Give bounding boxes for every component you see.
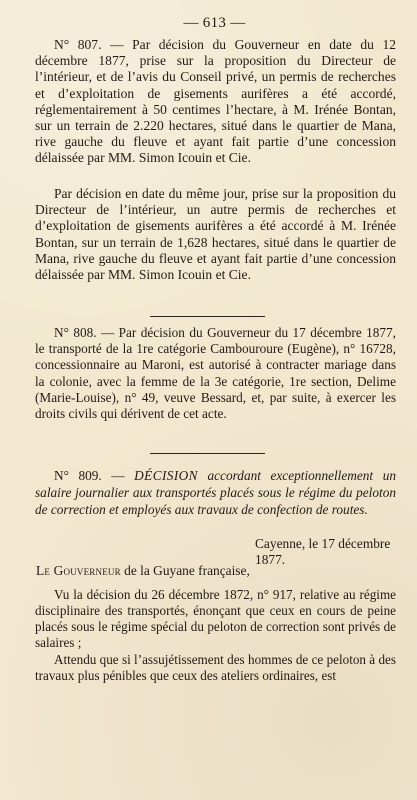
decision-809-title (35, 468, 396, 518)
decision-809-subject: accordant exceptionnellement un salaire journalier aux transportés placés sous le régime du peloton de correction et employés aux travaux de confection de routes. (35, 468, 396, 517)
decision-809-number: N° 809. — (54, 468, 125, 483)
decision-807-second (35, 186, 396, 283)
governor-location: de la Guyane française, (124, 563, 250, 578)
decision-808-text: N° 808. — Par décision du Gouverneur du 17 décembre 1877, le transporté de la 1re catégorie Cambouroure (Eugène), n° 16728, concessionnaire au Maroni, est autorisé à contracter mariage dans la colonie, avec la femme de la 3e catégorie, 1re section, Delime (Marie-Louise), n° 49, veuve Bessard, et, par suite, à exercer les droits civils qui dérivent de cet acte. (35, 325, 396, 422)
decision-809-label: DÉCISION (134, 468, 198, 483)
considerations (35, 587, 396, 685)
decision-809-heading (35, 468, 396, 518)
decision-807-second-text: Par décision en date du même jour, prise sur la proposition du Directeur de l’intérieur, un autre permis de recherches et d’exploitation de gisements aurifères a été accordé à M. Irénée Bontan, sur un terrain de 1,628 hectares, situé dans le quartier de Mana, rive gauche du fleuve et ayant fait partie d’une concession délaissée par MM. Simon Icouin et Cie. (35, 186, 396, 283)
page-number: — 613 — (183, 15, 246, 31)
section-divider-2 (150, 453, 265, 454)
governor-title: Le Gouverneur (36, 563, 121, 578)
date-line: Cayenne, le 17 décembre 1877. (255, 536, 391, 567)
vu-text: Vu la décision du 26 décembre 1872, n° 917, relative au régime disciplinaire des transportés, énonçant que ceux en cours de peine placés sous le régime spécial du peloton de correction sont privés de salaires ; (35, 587, 396, 651)
decision-807 (35, 37, 396, 167)
decision-808 (35, 325, 396, 422)
governor-line (36, 563, 250, 579)
decision-807-text: N° 807. — Par décision du Gouverneur en date du 12 décembre 1877, prise sur la proposition du Directeur de l’intérieur, et de l’avis du Conseil privé, un permis de recherches et d’exploitation de gisements aurifères a été accordé, réglementairement à 50 centimes l’hectare, à M. Irénée Bontan, sur un terrain de 2.220 hectares, situé dans le quartier de Mana, rive gauche du fleuve et ayant fait partie d’une concession délaissée par MM. Simon Icouin et Cie. (35, 37, 396, 166)
attendu-text: Attendu que si l’assujétissement des hommes de ce peloton à des travaux plus pénibles que ceux des ateliers ordinaires, est (35, 652, 396, 684)
section-divider-1 (150, 316, 265, 317)
